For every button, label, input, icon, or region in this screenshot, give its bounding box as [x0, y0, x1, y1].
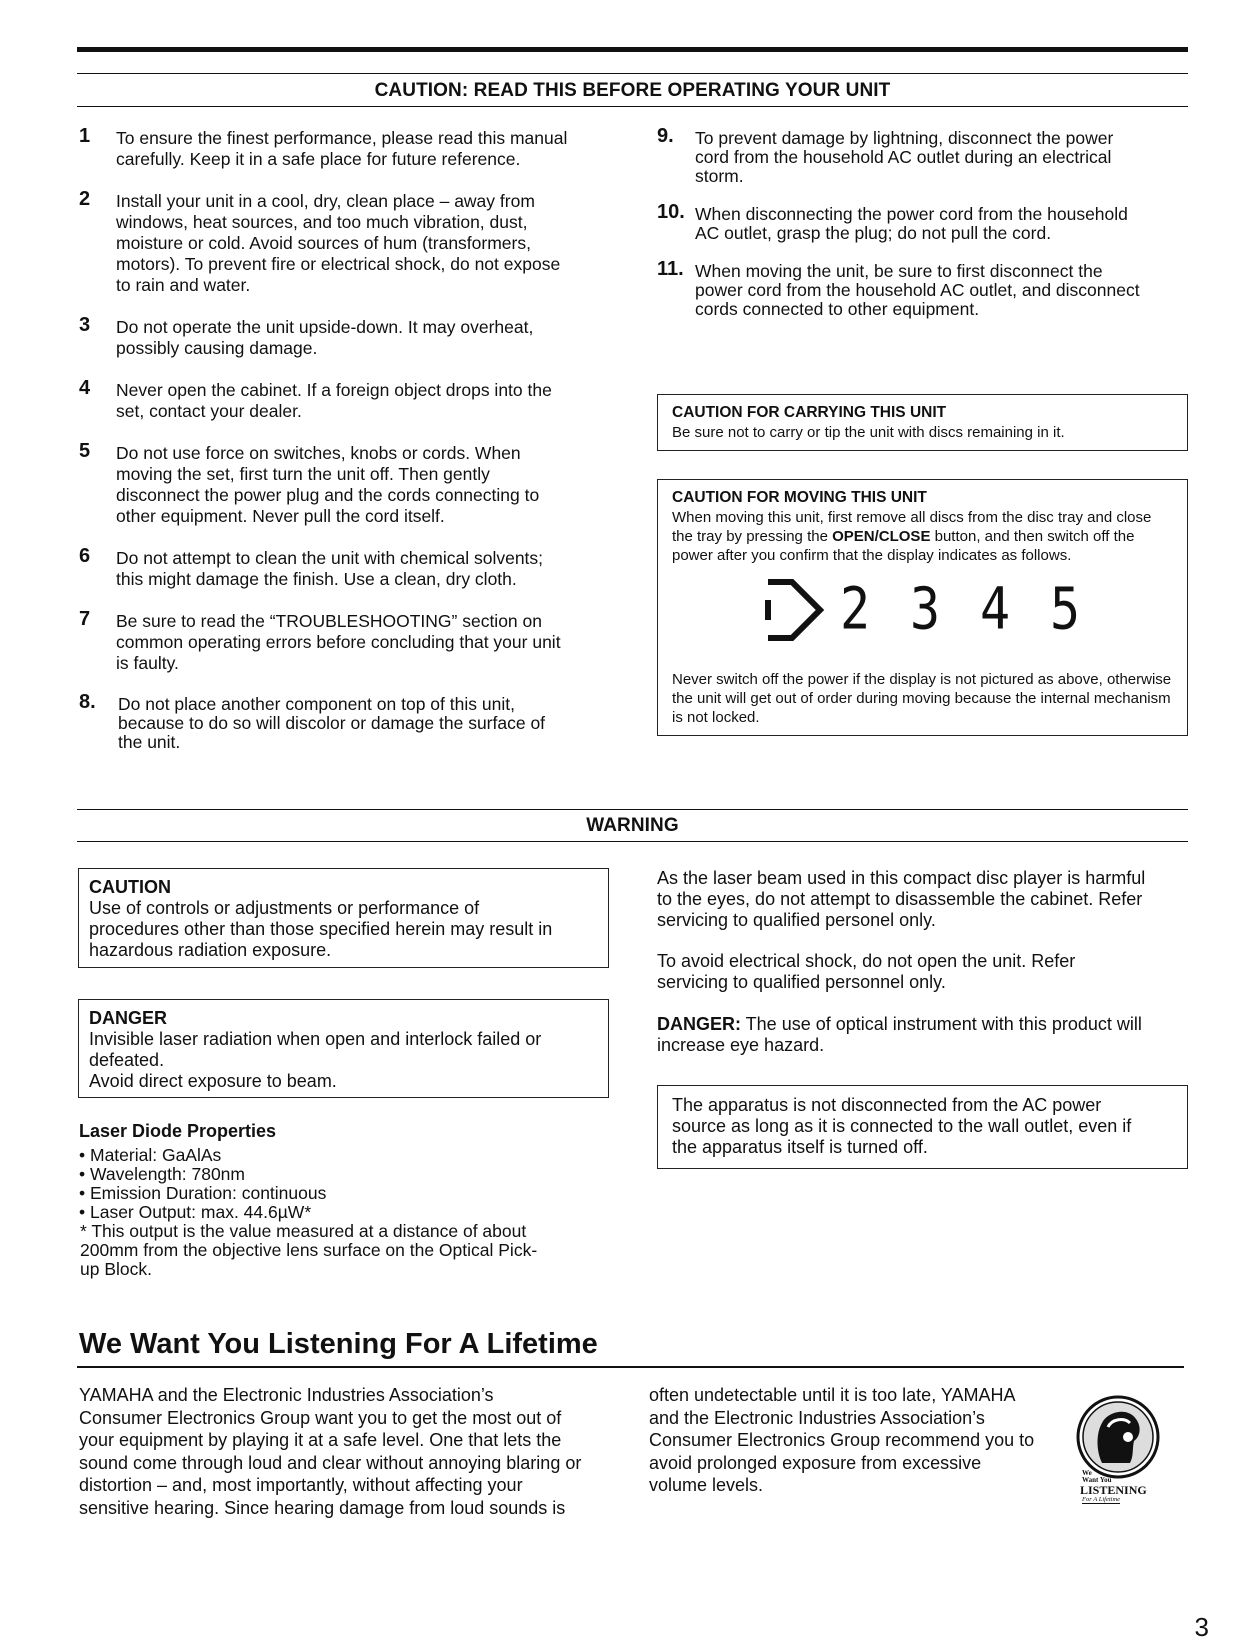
item-number: 2: [79, 188, 91, 210]
page-number: 3: [1194, 1612, 1209, 1642]
moving-box-text-before: When moving this unit, first remove all discs from the disc tray and close the tray by pressing the: [672, 509, 1152, 545]
display-illustration: [758, 576, 1118, 642]
logo-text-for-a-lifetime: For A Lifetime: [1082, 1496, 1121, 1503]
display-digit: 4: [980, 575, 1011, 643]
item-text: To ensure the finest performance, please read this manual carefully. Keep it in a safe place for future reference.: [116, 128, 568, 169]
item-text: Never open the cabinet. If a foreign object drops into the set, contact your dealer.: [116, 380, 552, 421]
danger-box-text: Invisible laser radiation when open and interlock failed or defeated. Avoid direct exposure to beam.: [89, 1029, 542, 1091]
danger-text: The use of optical instrument with this product will increase eye hazard.: [657, 1014, 1142, 1055]
caution-box-text: Use of controls or adjustments or performance of procedures other than those specified herein may result in hazardous radiation exposure.: [89, 898, 553, 960]
warning-section-title: WARNING: [586, 815, 679, 836]
ac-power-text: The apparatus is not disconnected from the AC power source as long as it is connected to the wall outlet, even if the apparatus itself is turned off.: [672, 1095, 1132, 1157]
danger-box-title: DANGER: [89, 1008, 168, 1028]
item-number: 11.: [657, 258, 684, 280]
moving-box-instructions: [672, 508, 1172, 565]
disc-tray-icon: [758, 576, 830, 642]
warning-title-rule-bottom: [77, 841, 1188, 842]
item-text: Do not use force on switches, knobs or cords. When moving the set, first turn the unit off. Then gently disconnect the power plug and the cords connecting to other equipment. Never pull the cord itself.: [116, 443, 540, 526]
warning-danger-box: [78, 999, 609, 1098]
optical-danger-paragraph: [657, 1014, 1192, 1056]
laser-prop-item: • Emission Duration: continuous: [79, 1183, 327, 1203]
item-text: Install your unit in a cool, dry, clean place – away from windows, heat sources, and too much vibration, dust, moisture or cold. Avoid sources of hum (transformers, motors). To prevent fire or electrical shock, do not expose to rain and water.: [116, 191, 561, 295]
logo-text-we: We: [1082, 1469, 1092, 1477]
laser-props-title: Laser Diode Properties: [79, 1121, 277, 1141]
item-number: 1: [79, 125, 91, 147]
item-text: Do not place another component on top of this unit, because to do so will discolor or damage the surface of the unit.: [118, 694, 546, 752]
item-number: 9.: [657, 125, 674, 147]
warning-caution-box: [78, 868, 609, 968]
item-number: 10.: [657, 201, 685, 223]
listening-logo: [1072, 1393, 1162, 1511]
caution-title-rule-top: [77, 73, 1188, 74]
display-digit: 2: [840, 575, 871, 643]
warning-title-rule-top: [77, 809, 1188, 810]
lifetime-title: We Want You Listening For A Lifetime: [79, 1328, 598, 1360]
ac-power-box: [657, 1085, 1188, 1169]
item-text: Be sure to read the “TROUBLESHOOTING” section on common operating errors before concluding that your unit is faulty.: [116, 611, 561, 673]
open-close-button-label: OPEN/CLOSE: [832, 528, 931, 545]
carrying-box-title: CAUTION FOR CARRYING THIS UNIT: [672, 404, 947, 421]
lifetime-column-2: often undetectable until it is too late, YAMAHA and the Electronic Industries Association’s Consumer Electronics Group recommend you to avoid prolonged exposure from excessive volume levels.: [649, 1385, 1035, 1495]
moving-box-text-after: button, and then switch off the power after you confirm that the display indicates as follows.: [672, 528, 1135, 564]
danger-label: DANGER:: [657, 1014, 741, 1034]
item-text: Do not operate the unit upside-down. It may overheat, possibly causing damage.: [116, 317, 534, 358]
item-number: 4: [79, 377, 91, 399]
item-number: 8.: [79, 691, 96, 713]
moving-box-title: CAUTION FOR MOVING THIS UNIT: [672, 489, 927, 506]
item-number: 6: [79, 545, 91, 567]
lifetime-title-rule: [77, 1366, 1184, 1368]
display-digit: 5: [1050, 575, 1081, 643]
laser-prop-item: • Wavelength: 780nm: [79, 1164, 245, 1184]
item-text: When moving the unit, be sure to first disconnect the power cord from the household AC outlet, and disconnect cords connected to other equipment.: [695, 261, 1140, 319]
listener-head-icon: [1072, 1393, 1162, 1481]
display-digit: 3: [910, 575, 941, 643]
caution-section-title: CAUTION: READ THIS BEFORE OPERATING YOUR UNIT: [374, 80, 891, 101]
caution-title-rule-bottom: [77, 106, 1188, 107]
caution-carrying-box: [657, 394, 1188, 451]
caution-moving-box: [657, 479, 1188, 736]
item-text: Do not attempt to clean the unit with chemical solvents; this might damage the finish. Use a clean, dry cloth.: [116, 548, 544, 589]
lifetime-column-1: YAMAHA and the Electronic Industries Association’s Consumer Electronics Group want you to get the most out of your equipment by playing it at a safe level. One that lets the sound come through loud and clear without annoying blaring or distortion – and, most importantly, without affecting your sensitive hearing. Since hearing damage from loud sounds is: [79, 1385, 582, 1518]
carrying-box-text: Be sure not to carry or tip the unit with discs remaining in it.: [672, 424, 1065, 441]
laser-prop-item: • Material: GaAlAs: [79, 1145, 222, 1165]
logo-text-listening: LISTENING: [1080, 1483, 1147, 1497]
top-thick-rule: [77, 47, 1188, 52]
item-number: 7: [79, 608, 91, 630]
item-text: To prevent damage by lightning, disconnect the power cord from the household AC outlet during an electrical storm.: [695, 128, 1114, 186]
laser-props-list: [79, 1146, 537, 1279]
item-number: 5: [79, 440, 91, 462]
caution-box-title: CAUTION: [89, 877, 171, 897]
item-number: 3: [79, 314, 91, 336]
laser-props-footnote: * This output is the value measured at a distance of about 200mm from the objective lens surface on the Optical Pick- up Block.: [80, 1221, 538, 1279]
logo-text-want-you: Want You: [1082, 1476, 1112, 1484]
electrical-shock-paragraph: To avoid electrical shock, do not open the unit. Refer servicing to qualified personnel only.: [657, 951, 1076, 992]
laser-prop-item: • Laser Output: max. 44.6µW*: [79, 1202, 312, 1222]
laser-harm-paragraph: As the laser beam used in this compact disc player is harmful to the eyes, do not attempt to disassemble the cabinet. Refer servicing to qualified personel only.: [657, 868, 1146, 930]
item-text: When disconnecting the power cord from the household AC outlet, grasp the plug; do not pull the cord.: [695, 204, 1128, 243]
moving-box-note: Never switch off the power if the display is not pictured as above, otherwise the unit will get out of order during moving because the internal mechanism is not locked.: [672, 671, 1172, 726]
